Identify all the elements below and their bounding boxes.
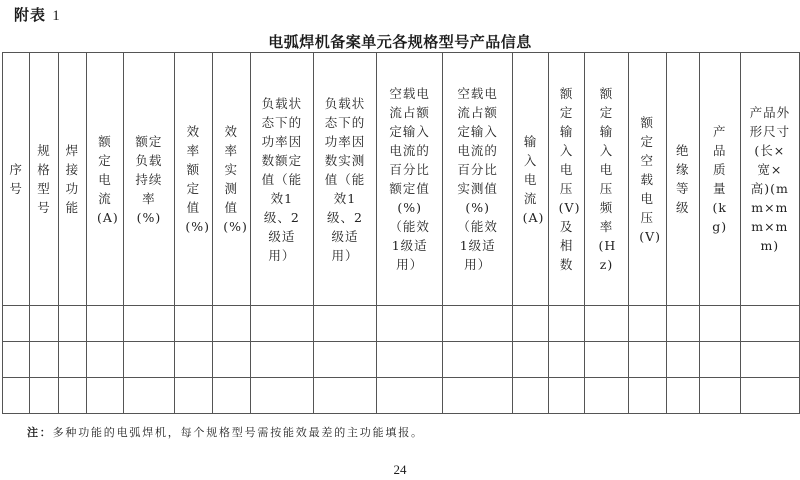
column-header-label: 额定输入电压频率(Hz): [598, 86, 617, 272]
table-cell[interactable]: [549, 342, 585, 378]
table-cell[interactable]: [513, 378, 549, 414]
table-title: 电弧焊机备案单元各规格型号产品信息: [268, 33, 532, 51]
table-cell[interactable]: [313, 378, 376, 414]
table-cell[interactable]: [740, 378, 799, 414]
table-cell[interactable]: [549, 306, 585, 342]
column-header: [212, 53, 250, 306]
column-header-label: 额定电流(A): [96, 133, 119, 225]
column-header-label: 空载电流占额定输入电流的百分比实测值(%)（能效1级适用）: [457, 86, 498, 272]
column-header: [513, 53, 549, 306]
column-header: [58, 53, 86, 306]
page-number: 24: [393, 462, 407, 477]
table-row: [3, 378, 800, 414]
table-cell[interactable]: [58, 306, 86, 342]
column-header: [250, 53, 313, 306]
table-cell[interactable]: [86, 342, 123, 378]
table-cell[interactable]: [628, 306, 666, 342]
footnote-prefix: 注：: [27, 426, 53, 439]
table-cell[interactable]: [212, 342, 250, 378]
table-cell[interactable]: [549, 378, 585, 414]
table-body: [3, 306, 800, 414]
table-cell[interactable]: [443, 306, 513, 342]
table-cell[interactable]: [30, 342, 58, 378]
column-header: [86, 53, 123, 306]
column-header-label: 负载状态下的功率因数实测值（能效1级、2级适用）: [324, 95, 366, 263]
column-header-label: 额定负载持续率(%): [135, 133, 163, 225]
table-cell[interactable]: [443, 342, 513, 378]
table-cell[interactable]: [377, 342, 443, 378]
column-header-label: 产品质量(kg): [712, 124, 728, 234]
table-cell[interactable]: [86, 306, 123, 342]
column-header: [585, 53, 629, 306]
table-cell[interactable]: [3, 378, 30, 414]
table-cell[interactable]: [123, 342, 174, 378]
table-cell[interactable]: [313, 342, 376, 378]
table-cell[interactable]: [3, 342, 30, 378]
column-header: [30, 53, 58, 306]
footnote-text: 多种功能的电弧焊机，每个规格型号需按能效最差的主功能填报。: [52, 426, 424, 439]
table-cell[interactable]: [174, 342, 212, 378]
product-info-table: [2, 52, 800, 414]
table-cell[interactable]: [174, 378, 212, 414]
column-header-label: 空载电流占额定输入电流的百分比额定值(%)（能效1级适用）: [389, 86, 430, 272]
table-row: [3, 342, 800, 378]
table-cell[interactable]: [212, 306, 250, 342]
table-cell[interactable]: [212, 378, 250, 414]
table-cell[interactable]: [585, 342, 629, 378]
table-cell[interactable]: [628, 342, 666, 378]
table-cell[interactable]: [740, 342, 799, 378]
table-cell[interactable]: [3, 306, 30, 342]
table-cell[interactable]: [123, 378, 174, 414]
column-header: [549, 53, 585, 306]
column-header: [699, 53, 740, 306]
table-cell[interactable]: [666, 342, 699, 378]
table-cell[interactable]: [628, 378, 666, 414]
table-row: [3, 306, 800, 342]
column-header: [174, 53, 212, 306]
column-header: [443, 53, 513, 306]
column-header: [666, 53, 699, 306]
table-cell[interactable]: [30, 378, 58, 414]
column-header-label: 额定空载电压(V): [639, 114, 662, 244]
appendix-number: 1: [52, 8, 61, 24]
table-cell[interactable]: [377, 378, 443, 414]
column-header: [740, 53, 799, 306]
table-cell[interactable]: [513, 342, 549, 378]
column-header-label: 输入电流(A): [522, 133, 545, 225]
table-cell[interactable]: [699, 342, 740, 378]
column-header-label: 效率实测值(%): [223, 124, 248, 234]
column-header-label: 焊接功能: [65, 143, 80, 215]
column-header: [377, 53, 443, 306]
column-header-label: 绝缘等级: [676, 143, 690, 215]
column-header-label: 规格型号: [37, 143, 51, 215]
column-header: [3, 53, 30, 306]
table-cell[interactable]: [250, 378, 313, 414]
table-cell[interactable]: [699, 306, 740, 342]
table-cell[interactable]: [250, 306, 313, 342]
column-header-label: 效率额定值(%): [185, 124, 211, 234]
column-header: [628, 53, 666, 306]
table-cell[interactable]: [123, 306, 174, 342]
column-header: [123, 53, 174, 306]
column-header-label: 序号: [9, 162, 23, 196]
table-cell[interactable]: [30, 306, 58, 342]
column-header: [313, 53, 376, 306]
table-cell[interactable]: [313, 306, 376, 342]
table-cell[interactable]: [443, 378, 513, 414]
column-header-label: 额定输入电压(V)及相数: [558, 86, 581, 272]
column-header-label: 产品外形尺寸(长×宽×高)(mm×mm×mm): [749, 105, 791, 253]
table-cell[interactable]: [174, 306, 212, 342]
table-cell[interactable]: [513, 306, 549, 342]
table-cell[interactable]: [585, 378, 629, 414]
table-cell[interactable]: [58, 378, 86, 414]
header-row: [3, 53, 800, 306]
table-cell[interactable]: [666, 378, 699, 414]
footnote: [27, 424, 424, 440]
table-cell[interactable]: [740, 306, 799, 342]
table-cell[interactable]: [86, 378, 123, 414]
appendix-label: [14, 4, 61, 25]
table-cell[interactable]: [377, 306, 443, 342]
table-cell[interactable]: [585, 306, 629, 342]
appendix-label-text: 附表: [14, 6, 47, 24]
table-cell[interactable]: [58, 342, 86, 378]
column-header-label: 负载状态下的功率因数额定值（能效1级、2级适用）: [261, 95, 303, 263]
table-cell[interactable]: [250, 342, 313, 378]
table-cell[interactable]: [699, 378, 740, 414]
table-cell[interactable]: [666, 306, 699, 342]
